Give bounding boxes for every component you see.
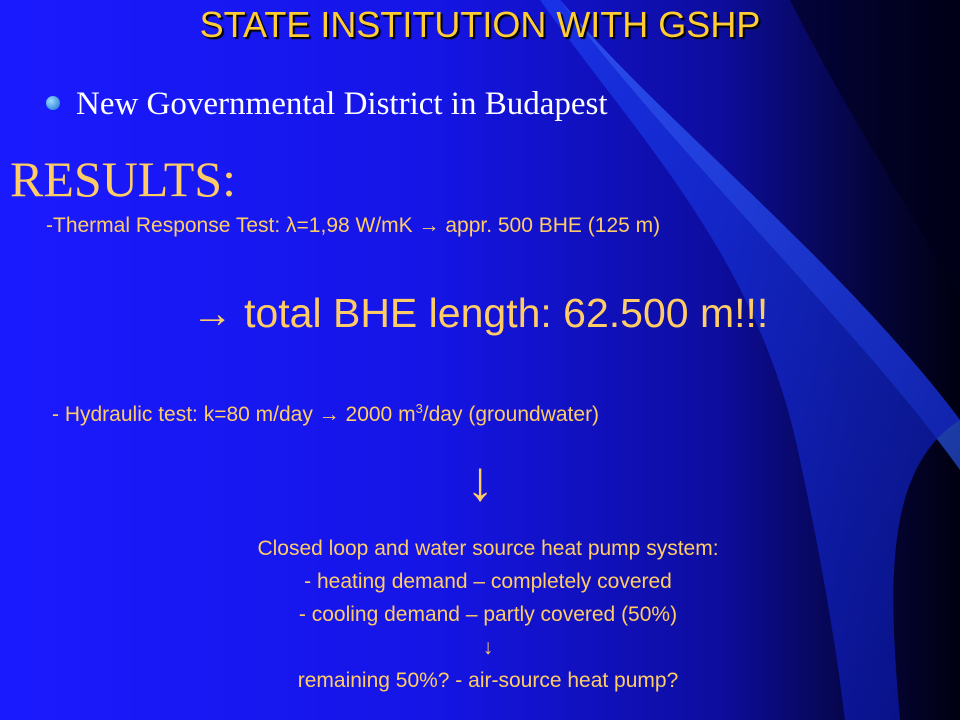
summary-line: - heating demand – completely covered (304, 570, 672, 593)
bullet-dot-icon (46, 96, 60, 110)
summary-line: - cooling demand – partly covered (50%) (298, 603, 678, 626)
thermal-response-test-line: -Thermal Response Test: λ=1,98 W/mK → appr. 500 BHE (125 m) (46, 214, 661, 237)
hydraulic-test-text-end: /day (groundwater) (422, 403, 600, 426)
bullet-item (46, 86, 608, 123)
down-arrow-icon: ↓ (466, 451, 494, 513)
slide-title: STATE INSTITUTION WITH GSHP (199, 4, 761, 45)
summary-line: remaining 50%? - air-source heat pump? (297, 669, 679, 692)
summary-block (0, 532, 960, 697)
superscript-three: 3 (415, 401, 423, 416)
results-heading: RESULTS: (10, 151, 237, 207)
hydraulic-test-line (52, 403, 599, 427)
bullet-text: New Governmental District in Budapest (76, 86, 608, 122)
total-bhe-length: → total BHE length: 62.500 m!!! (191, 290, 769, 336)
summary-line: Closed loop and water source heat pump system: (257, 537, 719, 560)
hydraulic-test-text: - Hydraulic test: k=80 m/day → 2000 m (52, 403, 416, 426)
summary-arrow-icon: ↓ (482, 636, 494, 659)
